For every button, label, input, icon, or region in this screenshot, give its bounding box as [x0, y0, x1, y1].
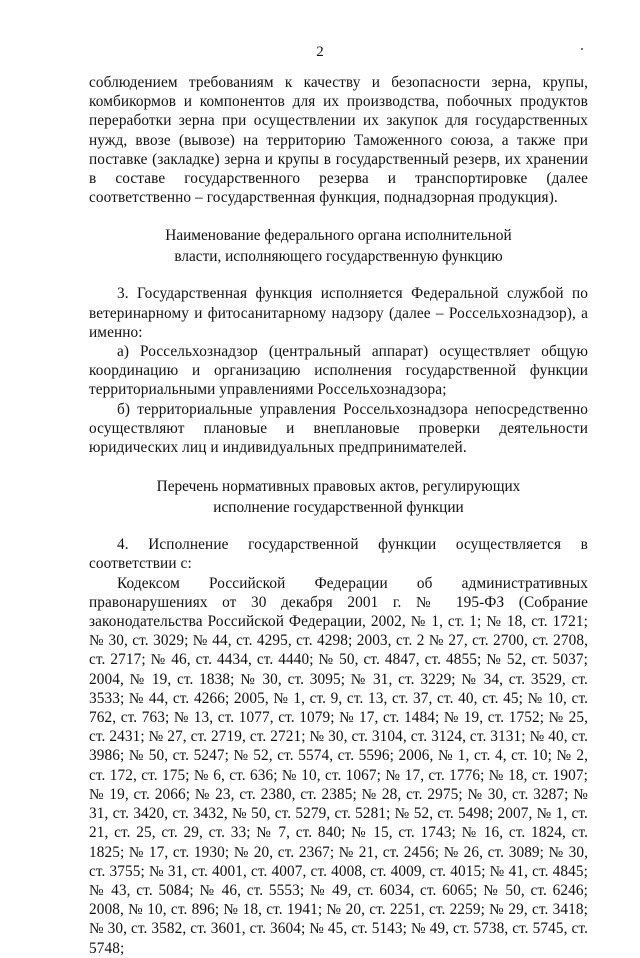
- spacer: [89, 518, 588, 535]
- paragraph-4: 4. Исполнение государственной функции осуществляется в соответствии с:: [89, 536, 588, 573]
- scan-speck: [581, 48, 583, 50]
- paragraph-3b: б) территориальные управления Россельхознадзора непосредственно осуществляют плановые и внеплановые проверки деятельности юридических лиц и индивидуальных предпринимателей.: [89, 400, 588, 457]
- heading-line: Наименование федерального органа исполнительной: [165, 227, 512, 245]
- paragraph-4-code: Кодексом Российской Федерации об административных правонарушениях от 30 декабря 2001 г. № 195-ФЗ (Собрание законодательства Российской Федерации, 2002, № 1, ст. 1; № 18, ст. 1721; № 30, ст. 3029; № 44, ст. 4295, ст. 4298; 2003, ст. 2 № 27, ст. 2700, ст. 2708, ст. 2717; № 46, ст. 4434, ст. 4440; № 50, ст. 4847, ст. 4855; № 52, ст. 5037; 2004, № 19, ст. 1838; № 30, ст. 3095; № 31, ст. 3229; № 34, ст. 3529, ст. 3533; № 44, ст. 4266; 2005, № 1, ст. 9, ст. 13, ст. 37, ст. 40, ст. 45; № 10, ст. 762, ст. 763; № 13, ст. 1077, ст. 1079; № 17, ст. 1484; № 19, ст. 1752; № 25, ст. 2431; № 27, ст. 2719, ст. 2721; № 30, ст. 3104, ст. 3124, ст. 3131; № 40, ст. 3986; № 50, ст. 5247; № 52, ст. 5574, ст. 5596; 2006, № 1, ст. 4, ст. 10; № 2, ст. 172, ст. 175; № 6, ст. 636; № 10, ст. 1067; № 17, ст. 1776; № 18, ст. 1907; № 19, ст. 2066; № 23, ст. 2380, ст. 2385; № 28, ст. 2975; № 30, ст. 3287; № 31, ст. 3420, ст. 3432, № 50, ст. 5279, ст. 5281; № 52, ст. 5498; 2007, № 1, ст. 21, ст. 25, ст. 29, ст. 33; № 7, ст. 840; № 15, ст. 1743; № 16, ст. 1824, ст. 1825; № 17, ст. 1930; № 20, ст. 2367; № 21, ст. 2456; № 26, ст. 3089; № 30, ст. 3755; № 31, ст. 4001, ст. 4007, ст. 4008, ст. 4009, ст. 4015; № 41, ст. 4845; № 43, ст. 5084; № 46, ст. 5553; № 49, ст. 6034, ст. 6065; № 50, ст. 6246; 2008, № 10, ст. 896; № 18, ст. 1941; № 20, ст. 2251, ст. 2259; № 29, ст. 3418; № 30, ст. 3582, ст. 3601, ст. 3604; № 45, ст. 5143; № 49, ст. 5738, ст. 5745, ст. 5748;: [89, 574, 588, 957]
- spacer: [89, 457, 588, 476]
- heading-line: Перечень нормативных правовых актов, регулирующих: [156, 478, 521, 496]
- intro-paragraph: соблюдением требованиям к качеству и безопасности зерна, крупы, комбикормов и компонентов для их производства, побочных продуктов переработки зерна при осуществлении их закупок для государственных нужд, ввозе (вывозе) на территорию Таможенного союза, а также при поставке (закладке) зерна и крупы в государственный резерв, их хранении в составе государственного резерва и транспортировке (далее соответственно – государственная функция, поднадзорная продукция).: [89, 74, 588, 207]
- document-body: [89, 73, 588, 958]
- heading-line: власти, исполняющего государственную функцию: [174, 248, 503, 266]
- spacer: [89, 207, 588, 225]
- page-number: 2: [316, 44, 324, 60]
- spacer: [89, 267, 588, 284]
- section-heading-acts: [89, 476, 588, 518]
- section-heading-authority: [89, 225, 588, 267]
- paragraph-3: 3. Государственная функция исполняется Федеральной службой по ветеринарному и фитосанитарному надзору (далее – Россельхознадзор), а именно:: [89, 285, 588, 341]
- heading-line: исполнение государственной функции: [213, 499, 464, 517]
- paragraph-3a: а) Россельхознадзор (центральный аппарат) осуществляет общую координацию и организацию исполнения государственной функции территориальными управлениями Россельхознадзора;: [89, 343, 588, 399]
